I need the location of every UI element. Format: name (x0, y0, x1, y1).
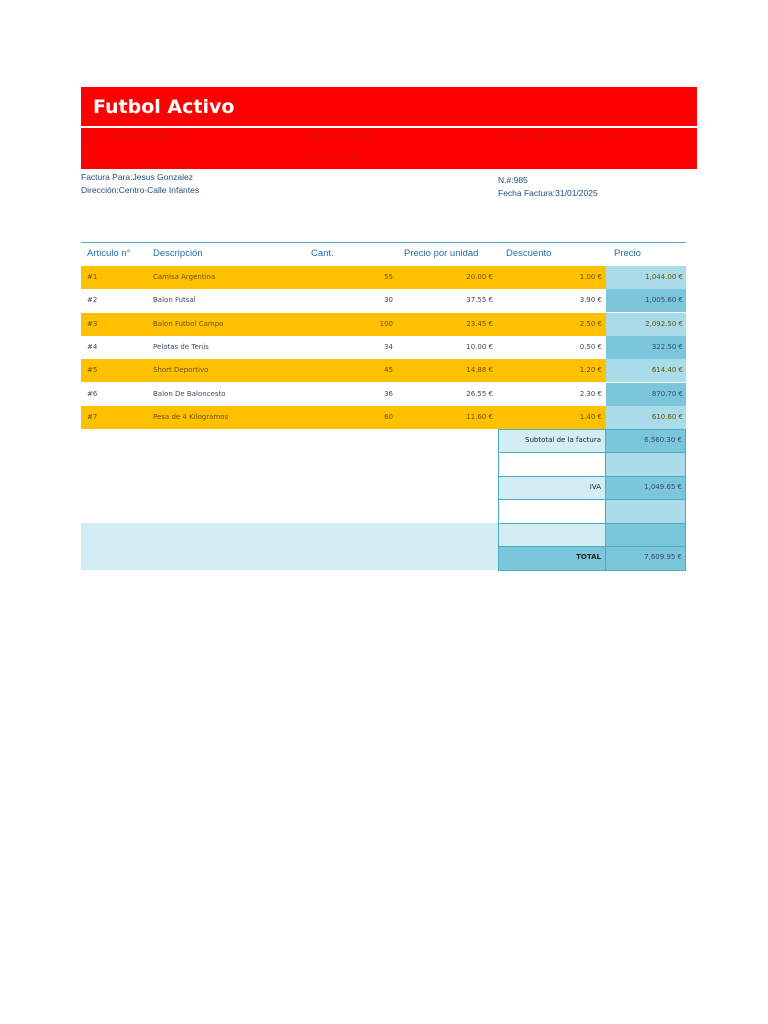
item-description: Short Deportivo (153, 366, 209, 375)
item-number: #6 (87, 389, 98, 398)
blank-label-2 (499, 500, 606, 523)
item-discount: 2.50 € (579, 319, 602, 328)
item-unit-price: 14.88 € (466, 366, 493, 375)
header-divider (81, 242, 686, 243)
item-description: Pelotas de Tenis (153, 342, 209, 351)
item-unit-price: 26.55 € (466, 389, 493, 398)
item-number: #1 (87, 273, 98, 281)
col-header-description: Descripción (153, 248, 203, 259)
blank-row-1 (498, 453, 686, 477)
table-row (81, 313, 686, 336)
item-quantity: 45 (384, 366, 393, 375)
company-name: Futbol Activo (93, 96, 235, 118)
table-row (81, 383, 686, 406)
item-unit-price: 11.60 € (466, 412, 493, 421)
item-discount: 0.50 € (579, 342, 602, 351)
item-price: 870.70 € (651, 389, 683, 398)
subtotal-label: Subtotal de la factura (499, 430, 606, 452)
phone-text: Telf:0416-0123735 (306, 132, 372, 140)
item-quantity: 36 (384, 389, 393, 398)
blank-label-3 (499, 524, 606, 546)
total-label: TOTAL (499, 547, 606, 570)
item-unit-price: 23.45 € (466, 319, 493, 328)
item-discount: 2.30 € (579, 389, 602, 398)
item-quantity: 55 (384, 273, 393, 281)
table-row (81, 266, 686, 289)
item-price: 2,092.50 € (645, 319, 683, 328)
item-quantity: 34 (384, 342, 393, 351)
item-quantity: 30 (384, 296, 393, 305)
col-header-discount: Descuento (506, 248, 552, 259)
item-price: 322.50 € (651, 342, 683, 351)
blank-label-1 (499, 453, 606, 476)
item-discount: 1.00 € (579, 273, 602, 281)
item-quantity: 100 (379, 319, 393, 328)
invoice-number: N.#:985 (498, 175, 528, 185)
iva-value: 1,049.65 € (606, 477, 685, 499)
bill-to: Factura Para:Jesus Gonzalez (81, 172, 193, 182)
item-description: Balon De Baloncesto (153, 389, 226, 398)
item-price: 1,005.60 € (645, 296, 683, 305)
iva-row (498, 477, 686, 500)
totals-spacer (81, 523, 498, 570)
blank-row-2 (498, 500, 686, 524)
email-text: Email:FutbolActivo003@gmail.com (498, 132, 620, 140)
item-unit-price: 20.00 € (466, 273, 493, 281)
iva-label: IVA (499, 477, 606, 499)
item-number: #5 (87, 366, 98, 375)
item-discount: 1.20 € (579, 366, 602, 375)
blank-value-3 (606, 524, 685, 546)
item-description: Pesa de 4 Kilogramos (153, 412, 229, 421)
subtotal-row (498, 429, 686, 453)
item-description: Balon Futsal (153, 296, 196, 305)
item-number: #7 (87, 412, 98, 421)
item-quantity: 60 (384, 412, 393, 421)
col-header-unit-price: Precio por unidad (404, 248, 479, 259)
table-row (81, 359, 686, 382)
item-number: #2 (87, 296, 98, 305)
location-text: Ubicacion:Maturin-Monagas (81, 132, 179, 140)
item-discount: 3.90 € (579, 296, 602, 305)
invoice-date: Fecha Factura:31/01/2025 (498, 188, 598, 198)
col-header-item: Articulo n° (87, 248, 131, 259)
col-header-price: Precio (614, 248, 641, 259)
blank-row-3 (498, 524, 686, 547)
subtotal-value: 6,560.30 € (606, 430, 685, 452)
table-row (81, 406, 686, 429)
item-price: 1,044.00 € (645, 273, 683, 281)
item-price: 614.40 € (651, 366, 683, 375)
blank-value-2 (606, 500, 685, 523)
col-header-quantity: Cant. (311, 248, 334, 259)
client-address: Dirección:Centro-Calle Infantes (81, 185, 200, 195)
blank-value-1 (606, 453, 685, 476)
item-unit-price: 37.55 € (466, 296, 493, 305)
table-row (81, 336, 686, 359)
item-description: Camisa Argentina (153, 273, 216, 281)
item-number: #4 (87, 342, 98, 351)
item-discount: 1.40 € (579, 412, 602, 421)
total-value: 7,609.95 € (606, 547, 685, 570)
item-price: 610.60 € (651, 412, 683, 421)
item-unit-price: 10.00 € (466, 342, 493, 351)
item-description: Balon Futbol Campo (153, 319, 224, 328)
id-text: C.I:32.378.363 (306, 153, 358, 161)
table-row (81, 289, 686, 312)
total-row (498, 547, 686, 571)
item-number: #3 (87, 319, 98, 328)
